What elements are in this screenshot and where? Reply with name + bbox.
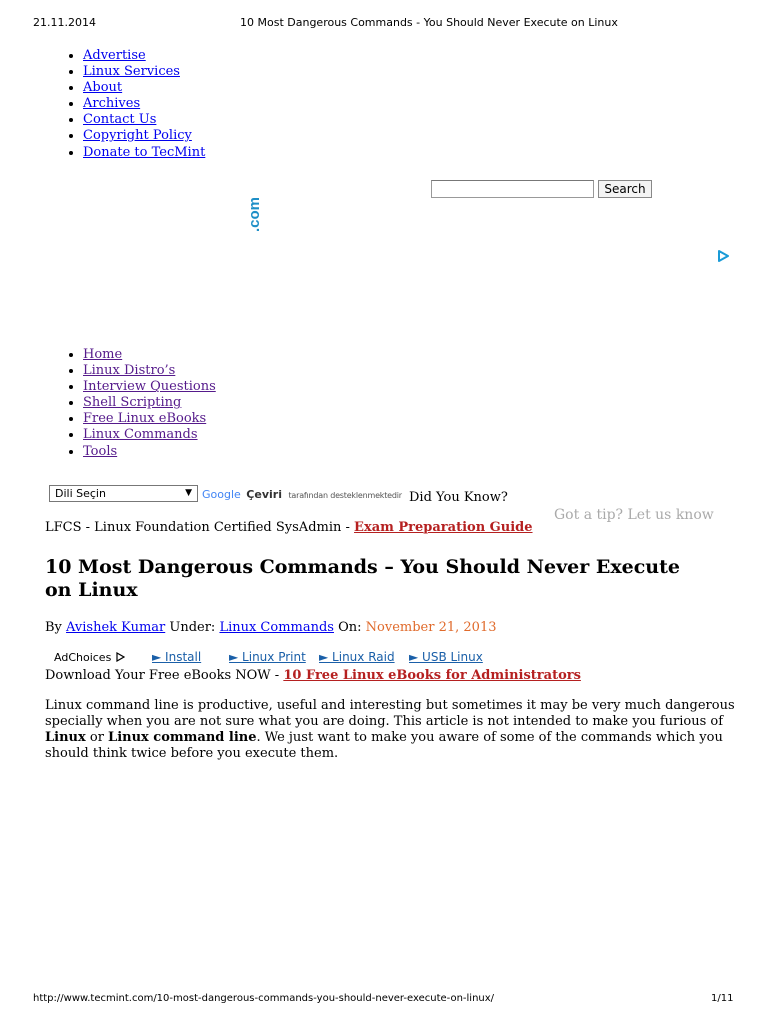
article-byline (45, 620, 497, 635)
main-menu-item (83, 395, 216, 411)
top-menu-item (83, 48, 205, 64)
top-menu-link-contact[interactable]: Contact Us (83, 112, 157, 128)
top-menu-item (83, 80, 205, 96)
top-menu-item (83, 128, 205, 144)
article-intro (45, 698, 735, 762)
ad-link-linux-print[interactable]: ► Linux Print (229, 650, 306, 664)
main-menu-item (83, 427, 216, 443)
ebooks-link[interactable]: 10 Free Linux eBooks for Administrators (283, 668, 581, 683)
article-title: 10 Most Dangerous Commands – You Should Never Execute on Linux (45, 556, 680, 601)
byline-by: By (45, 620, 67, 635)
top-menu-item (83, 96, 205, 112)
ad-choices[interactable] (54, 651, 125, 664)
article-date: November 21, 2013 (365, 620, 497, 635)
ebooks-banner (45, 668, 581, 683)
print-title: 10 Most Dangerous Commands - You Should Never Execute on Linux (240, 16, 618, 29)
main-menu-link-distros[interactable]: Linux Distro’s (83, 363, 176, 379)
ad-choices-label: AdChoices (54, 651, 112, 664)
main-menu-item (83, 379, 216, 395)
top-menu (45, 48, 205, 161)
intro-text-3: . We just want to make you aware of some of the commands which you should think twice before you execute them. (45, 730, 723, 761)
dropdown-caret-icon: ▼ (185, 488, 192, 498)
intro-text-1: Linux command line is productive, useful and interesting but sometimes it may be very much dangerous specially when you are not sure what you are doing. This article is not intended to make you furious of (45, 698, 735, 729)
byline-on: On: (333, 620, 366, 635)
google-translate-brand (202, 488, 402, 501)
main-menu-link-commands[interactable]: Linux Commands (83, 427, 198, 443)
search-button[interactable]: Search (598, 180, 652, 198)
language-select-label: Dili Seçin (55, 487, 106, 500)
site-logo-text: .com (246, 196, 263, 232)
intro-bold-cli: Linux command line (108, 730, 257, 745)
lfcs-banner (45, 520, 533, 535)
ad-link-linux-raid[interactable]: ► Linux Raid (319, 650, 395, 664)
print-date: 21.11.2014 (33, 16, 96, 29)
top-menu-link-copyright[interactable]: Copyright Policy (83, 128, 192, 144)
site-logo[interactable] (244, 192, 264, 232)
ad-choices-play-icon (115, 652, 125, 662)
author-link[interactable]: Avishek Kumar (66, 620, 166, 635)
tip-link[interactable]: Got a tip? Let us know (554, 507, 714, 523)
search-input[interactable] (431, 180, 594, 198)
main-menu-item (83, 347, 216, 363)
translate-label: Çeviri (246, 488, 282, 501)
main-menu-link-ebooks[interactable]: Free Linux eBooks (83, 411, 207, 427)
print-url: http://www.tecmint.com/10-most-dangerous-commands-you-should-never-execute-on-linux/ (33, 993, 495, 1004)
main-menu-link-tools[interactable]: Tools (83, 443, 118, 459)
main-menu-item (83, 444, 216, 460)
ad-choices-icon[interactable] (716, 249, 730, 263)
top-menu-link-about[interactable]: About (83, 80, 123, 96)
google-logo: Google (202, 488, 241, 501)
top-menu-link-donate[interactable]: Donate to TecMint (83, 144, 206, 160)
intro-bold-linux: Linux (45, 730, 86, 745)
top-menu-link-linux-services[interactable]: Linux Services (83, 64, 180, 80)
main-menu-link-interview[interactable]: Interview Questions (83, 379, 216, 395)
did-you-know: Did You Know? (409, 490, 508, 505)
page-number: 1/11 (711, 993, 734, 1004)
category-link[interactable]: Linux Commands (219, 620, 334, 635)
top-menu-item (83, 145, 205, 161)
ebooks-text: Download Your Free eBooks NOW - (45, 668, 284, 683)
lfcs-text: LFCS - Linux Foundation Certified SysAdmin - (45, 520, 355, 535)
main-menu-link-shell[interactable]: Shell Scripting (83, 395, 182, 411)
powered-by-text: tarafından desteklenmektedir (288, 491, 402, 500)
main-menu-item (83, 363, 216, 379)
top-menu-item (83, 112, 205, 128)
byline-under: Under: (165, 620, 220, 635)
ad-link-usb-linux[interactable]: ► USB Linux (409, 650, 483, 664)
top-menu-link-archives[interactable]: Archives (83, 96, 141, 112)
intro-text-2: or (85, 730, 109, 745)
main-menu-link-home[interactable]: Home (83, 347, 123, 362)
top-menu-item (83, 64, 205, 80)
lfcs-exam-guide-link[interactable]: Exam Preparation Guide (354, 520, 533, 535)
main-menu-item (83, 411, 216, 427)
top-menu-link-advertise[interactable]: Advertise (83, 48, 146, 63)
language-select[interactable] (49, 485, 198, 502)
ad-link-install[interactable]: ► Install (152, 650, 202, 664)
main-menu (45, 347, 216, 460)
